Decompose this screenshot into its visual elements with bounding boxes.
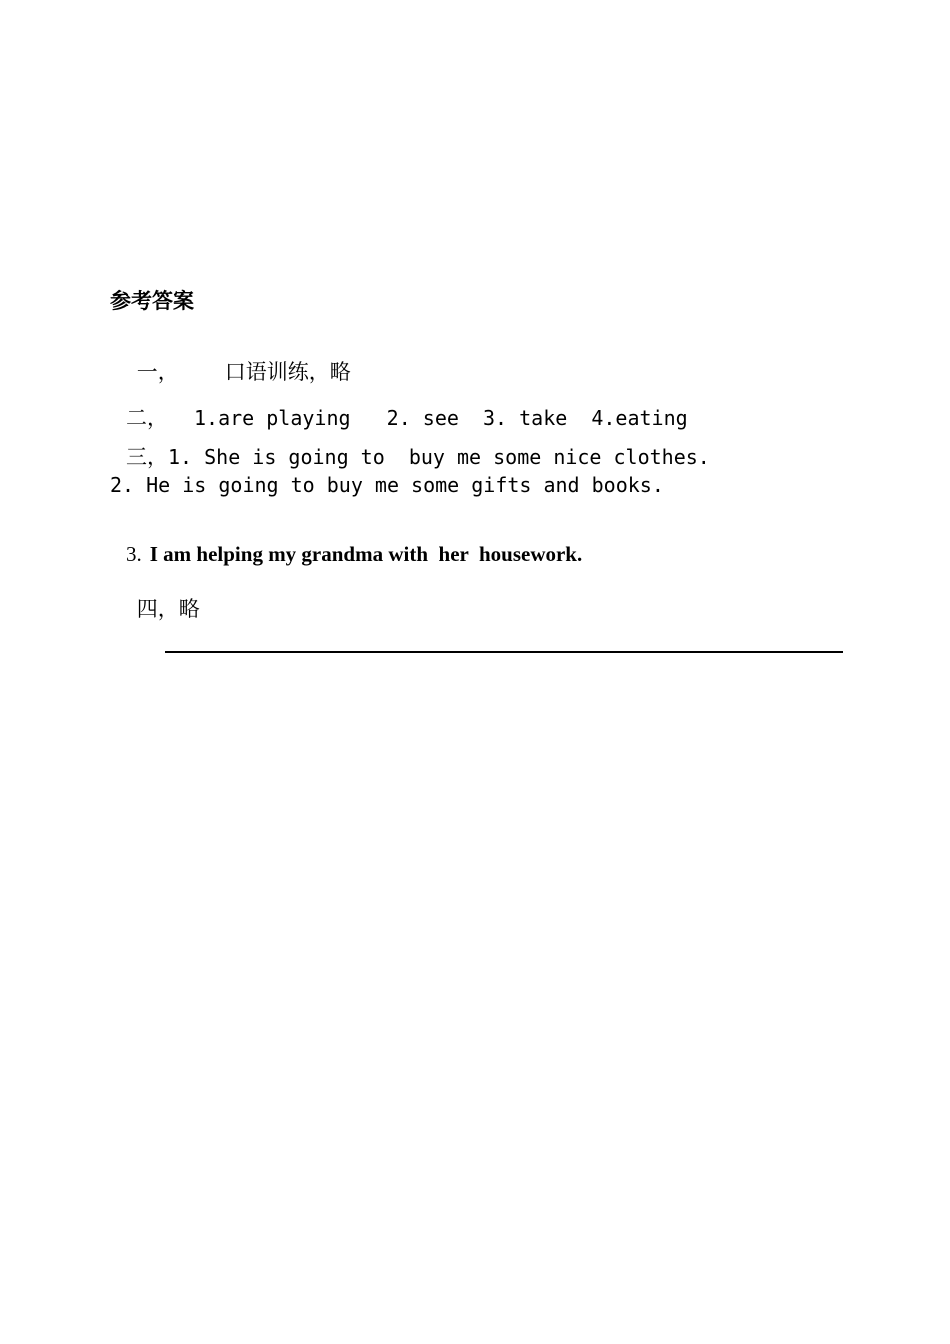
section-4-marker: 四，	[136, 597, 179, 621]
section-1-text: 口语训练，略	[224, 360, 351, 384]
section-3-answer-2: 2. He is going to buy me some gifts and books.	[110, 473, 664, 497]
horizontal-rule	[165, 651, 843, 653]
section-3-marker: 三，	[126, 445, 168, 469]
answer-key-heading: 参考答案	[110, 289, 194, 313]
section-1-marker: 一，	[136, 360, 179, 384]
section-4	[110, 578, 200, 641]
section-3-answer-1: 1. She is going to buy me some nice clothes.	[168, 445, 710, 469]
section-3-answer-3	[110, 528, 582, 581]
section-4-text: 略	[178, 597, 200, 621]
answer-3-text: I am helping my grandma with her housework.	[149, 542, 583, 566]
answer-3-number: 3.	[126, 542, 142, 566]
section-2-answers: 1.are playing 2. see 3. take 4.eating	[194, 406, 688, 430]
section-2-marker: 二，	[126, 406, 168, 430]
